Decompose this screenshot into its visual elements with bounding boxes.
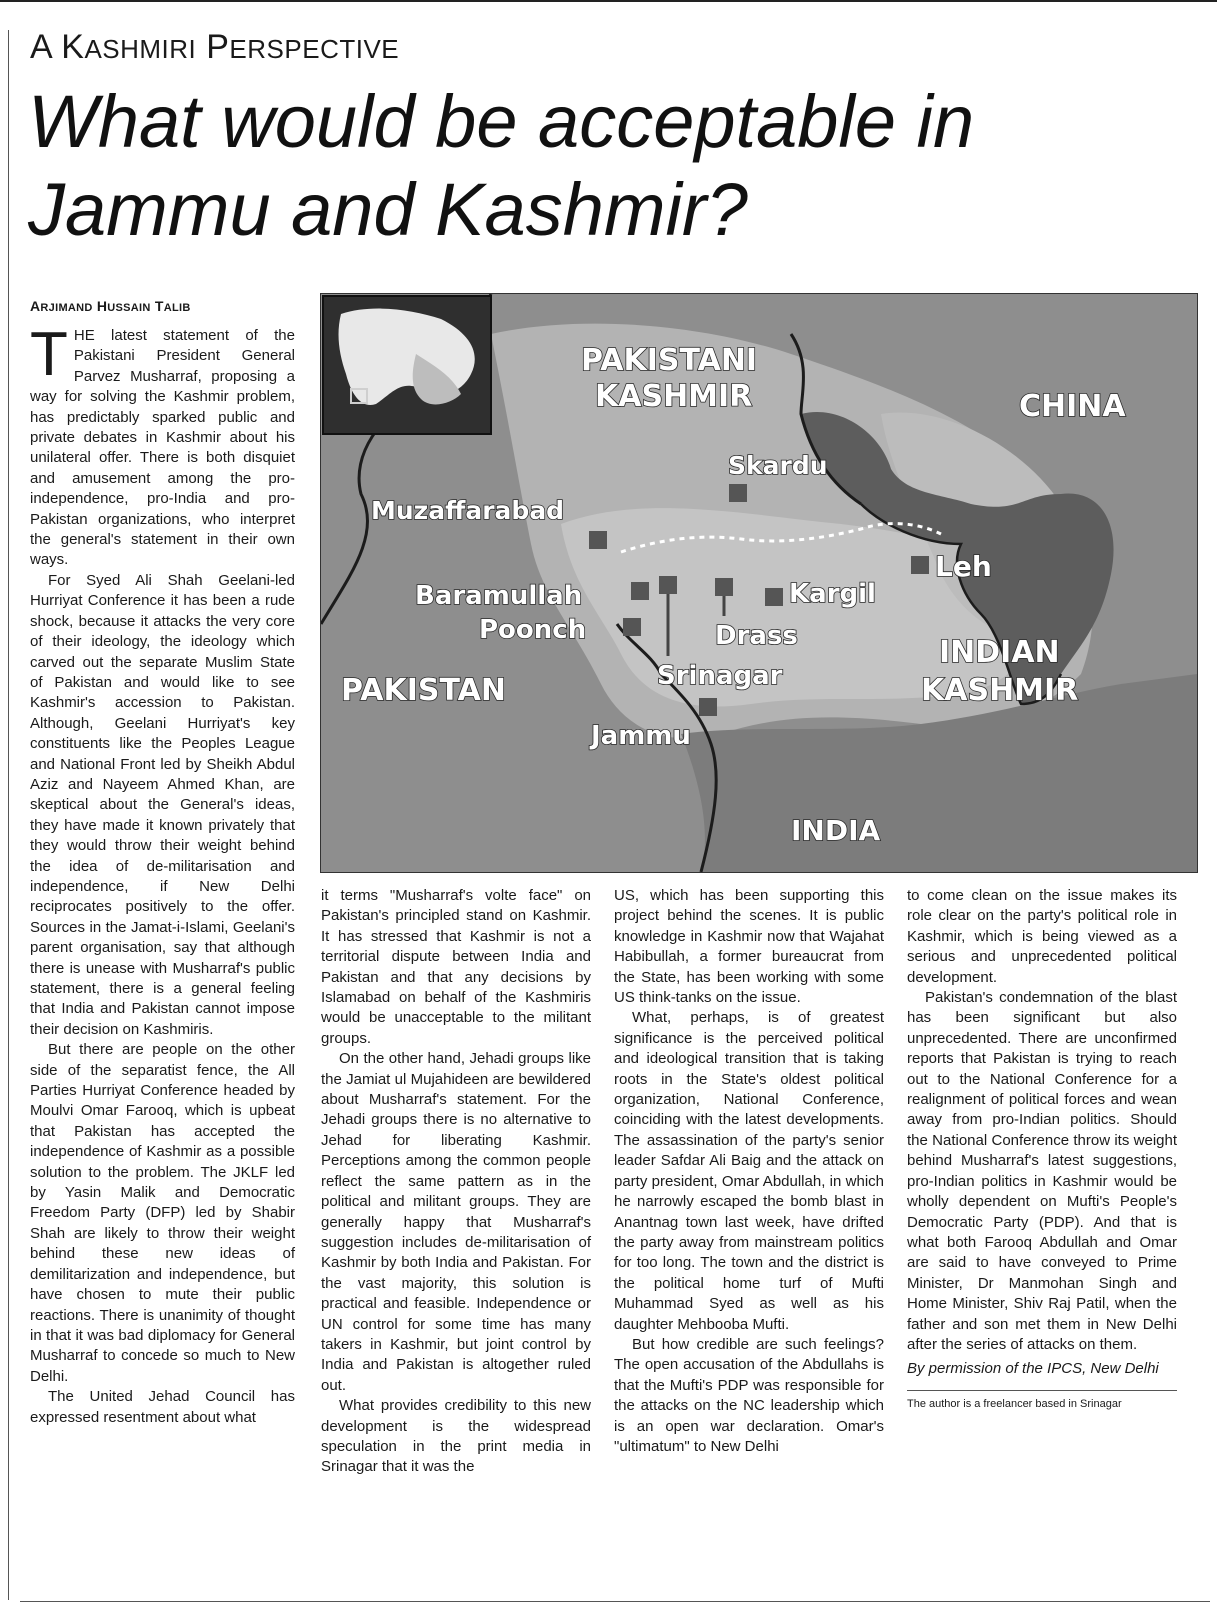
kashmir-map [320,293,1198,873]
marker-poonch [623,618,641,636]
byline-part: T [154,298,164,314]
paragraph: For Syed Ali Shah Geelani-led Hurriyat Conference it has been a rude shock, because it attacks the very core of their ideology, the ideology which carved out the separate Muslim State of Pakistan and would like to see Kashmir's accession to Pakistan. Although, Geelani Hurriyat's key constituents like the Peoples League and National Front led by Sheikh Abdul Aziz and Nayeem Ahmed Khan, are skeptical about the General's ideas, they have made it known privately that they would throw their weight behind the idea of de-militarisation and independence, if New Delhi reciprocates positively to the offer. Sources in the Jamat-i-Islami, Geelani's parent organisation, say that although there is unease with Musharraf's public statement, there is a general feeling that India and Pakistan cannot impose their decision on Kashmiris. [30,571,295,1038]
label-leh: Leh [935,550,992,583]
byline-part: RJIMAND [40,302,93,314]
label-indian-kashmir: KASHMIR [921,673,1079,708]
drop-cap: T [30,320,68,389]
marker-leh [911,556,929,574]
author-note: The author is a freelancer based in Srinagar [907,1397,1122,1410]
permission-credit: By permission of the IPCS, New Delhi [907,1360,1159,1378]
kicker-part: P [206,28,230,66]
label-drass: Drass [715,621,798,651]
article-column-3 [614,886,884,1457]
label-pakistani-kashmir: KASHMIR [595,379,753,414]
label-india: INDIA [791,814,881,847]
marker-skardu [729,484,747,502]
byline [30,298,191,314]
byline-part: H [96,298,108,314]
byline-part: A [30,298,41,314]
top-rule [0,0,1217,2]
marker-jammu [699,698,717,716]
article-column-2 [321,886,591,1478]
label-pakistan: PAKISTAN [341,673,506,708]
marker-muzaffarabad [589,531,607,549]
marker-baramullah-2 [659,576,677,594]
label-indian-kashmir: INDIAN [939,635,1060,670]
paragraph: Pakistan's condemnation of the blast has been significant but also unprecedented. There are unconfirmed reports that Pakistan is trying to reach out to the National Conference for a realignment of political forces and wean away from pro-Indian politics. Should the National Conference throw its weight behind Musharraf's latest suggestions, pro-Indian politics in Kashmir would be wholly dependent on Mufti's People's Democratic Party (PDP). And that is what both Farooq Abdullah and Omar are said to have conveyed to Prime Minister, Dr Manmohan Singh and Home Minister, Shiv Raj Patil, when the father and son met them in New Delhi after the series of attacks on them. [907,989,1177,1353]
label-kargil: Kargil [789,579,876,609]
kicker-part: A K [30,28,85,66]
paragraph: But there are people on the other side of the separatist fence, the All Parties Hurriyat Conference headed by Moulvi Omar Farooq, which is upbeat that Pakistan has accepted the independence of Kashmir as a possible solution to the problem. The JKLF led by Yasin Malik and Democratic Freedom Party (DFP) led by Shabir Shah are likely to throw their weight behind these new ideas of demilitarization and independence, but have chosen to mute their public reactions. There is unanimity of thought in that it was bad diplomacy for General Musharraf to concede so much to New Delhi. [30,1041,295,1385]
article-column-4 [907,886,1177,1411]
paragraph: US, which has been supporting this project behind the scenes. It is public knowledge in Kashmir now that Wajahat Habibullah, a former bureaucrat from the State, has been working with some US think-tanks on the issue. [614,887,884,1007]
paragraph: it terms "Musharraf's volte face" on Pakistan's principled stand on Kashmir. It has stressed that Kashmir is not a territorial dispute between India and Pakistan and that any decisions by Islamabad on behalf of the Kashmiris would be unacceptable to the militant groups. [321,887,591,1047]
headline: What would be acceptable in Jammu and Kashmir? [28,80,975,251]
paragraph: The United Jehad Council has expressed resentment about what [30,1388,295,1426]
paragraph: to come clean on the issue makes its role clear on the party's political role in Kashmir, which is being viewed as a serious and unprecedented political development. [907,887,1177,986]
label-china: CHINA [1019,389,1126,424]
paragraph: What, perhaps, is of greatest significance is the perceived political and ideological transition that is taking roots in the State's oldest political organization, National Conference, coinciding with the latest developments. The assassination of the party's senior leader Safdar Ali Baig and the attack on party president, Omar Abdullah, in which he narrowly escaped the bomb blast in Anantnag town last week, have drifted the party away from mainstream politics for too long. The town and the district is the political home turf of Mufti Muhammad Syed as well as his daughter Mehbooba Mufti. [614,1009,884,1333]
kicker-part: ASHMIRI [84,34,197,64]
map-graphic [321,294,1197,872]
label-muzaffarabad: Muzaffarabad [371,496,565,525]
kicker-part: ERSPECTIVE [229,34,400,64]
bottom-rule [20,1601,1210,1602]
label-baramullah: Baramullah [415,581,583,611]
paragraph [30,320,295,571]
label-jammu: Jammu [591,721,691,751]
label-poonch: Poonch [479,615,587,645]
paragraph: On the other hand, Jehadi groups like the Jamiat ul Mujahideen are bewildered about Musharraf's statement. For the Jehadi groups there is no alternative to Jehad for liberating Kashmir. Perceptions among the common people reflect the same pattern as in the political and militant groups. They are generally happy that Musharraf's suggestion includes de-militarisation of Kashmir by both India and Pakistan. For the vast majority, this solution is practical and feasible. Independence or UN control for some time has many takers in Kashmir, but joint control by India and Pakistan is altogether ruled out. [321,1050,591,1394]
article-column-1 [30,320,295,1428]
left-rule [8,30,9,1600]
byline-part: ALIB [163,302,191,314]
label-srinagar: Srinagar [657,661,783,691]
marker-drass [715,578,733,596]
marker-kargil [765,588,783,606]
paragraph-text: HE latest statement of the Pakistani President General Parvez Musharraf, proposing a way for solving the Kashmir problem, has predictably sparked public and private debates in Kashmir about his unilateral offer. There is both disquiet and amusement among the pro-independence, pro-India and pro-Pakistan organizations, who interpret the general's statement in their own ways. [30,327,295,569]
byline-part: USSAIN [107,302,151,314]
paragraph: What provides credibility to this new development is the widespread speculation in the print media in Srinagar that it was the [321,1397,591,1476]
marker-baramullah [631,582,649,600]
footnote-rule [907,1390,1177,1391]
paragraph: But how credible are such feelings? The open accusation of the Abdullahs is that the Mufti's PDP was responsible for the attacks on the NC leadership which is an open war declaration. Omar's "ultimatum" to New Delhi [614,1335,884,1455]
label-pakistani-kashmir: PAKISTANI [581,343,758,378]
label-skardu: Skardu [728,451,828,480]
section-kicker [30,28,399,67]
